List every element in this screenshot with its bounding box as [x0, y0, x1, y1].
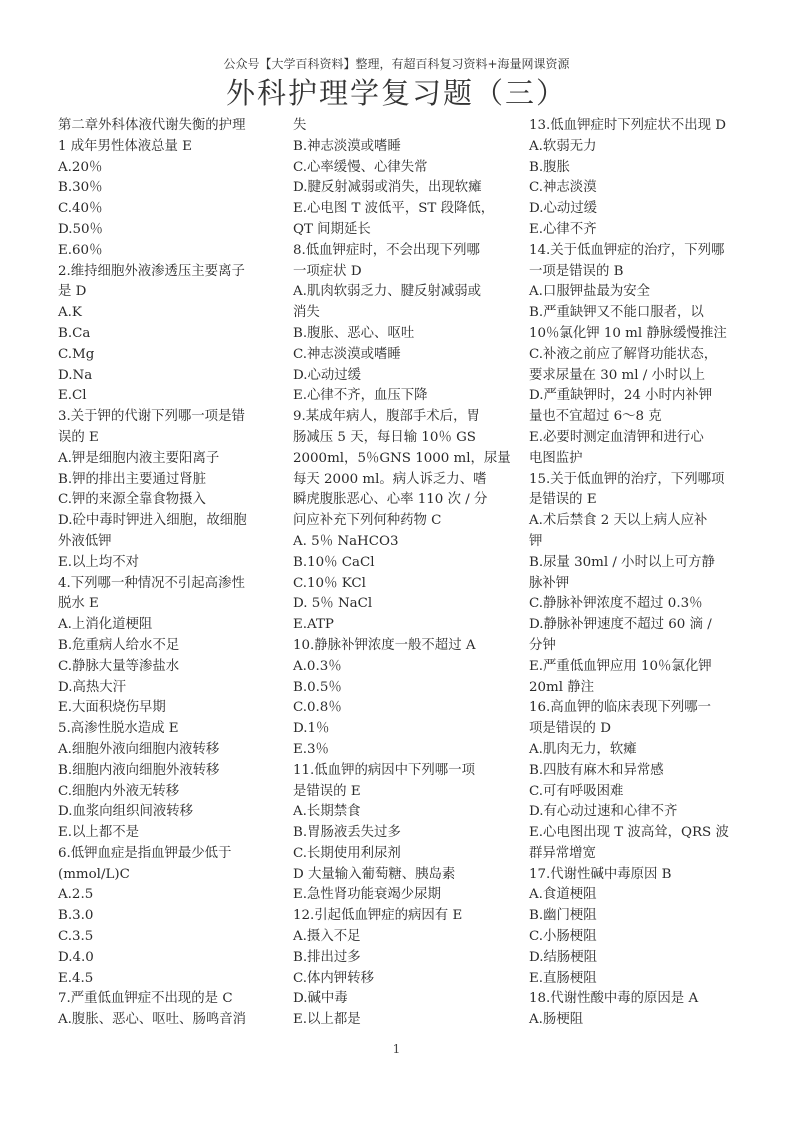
- text-line-content: 17.代谢性碱中毒原因 B: [529, 866, 672, 882]
- text-line: [529, 989, 755, 1010]
- text-line-content: A.2.5: [58, 887, 94, 903]
- text-line: [529, 761, 755, 782]
- text-line: [58, 386, 284, 407]
- text-line-content: D.Na: [58, 367, 93, 383]
- text-line-content: D. 5％ NaCl: [293, 596, 373, 612]
- text-line: [293, 345, 519, 366]
- text-line: [58, 906, 284, 927]
- text-line-content: 一项是错误的 B: [529, 263, 624, 279]
- text-line: [293, 428, 519, 449]
- text-line: [58, 178, 284, 199]
- text-line: [58, 137, 284, 158]
- text-line-content: B.严重缺钾又不能口服者，以: [529, 305, 704, 321]
- text-line: [58, 366, 284, 387]
- text-line: [529, 511, 755, 532]
- text-line: [293, 719, 519, 740]
- text-line-content: 失: [293, 118, 307, 133]
- text-line-content: 10％氯化钾 10 ml 静脉缓慢推注: [529, 325, 727, 341]
- text-line-content: 问应补充下列何种药物 C: [293, 513, 442, 529]
- text-line: [529, 366, 755, 387]
- text-line-content: C.神志淡漠: [529, 180, 597, 196]
- text-line: [293, 948, 519, 969]
- text-line-content: 8.低血钾症时，不会出现下列哪: [293, 242, 480, 258]
- text-line-content: 4.下列哪一种情况不引起高渗性: [58, 575, 245, 591]
- text-line: [529, 324, 755, 345]
- text-line-content: D.砼中毒时钾进入细胞，故细胞: [58, 513, 247, 529]
- text-line: [58, 636, 284, 657]
- text-line-content: E.Cl: [58, 388, 87, 404]
- text-line: [293, 241, 519, 262]
- text-line-content: E.3％: [293, 741, 329, 757]
- text-line: [58, 449, 284, 470]
- text-line-content: E.大面积烧伤早期: [58, 700, 166, 716]
- text-line: [293, 844, 519, 865]
- text-line: [58, 158, 284, 179]
- text-line: [529, 449, 755, 470]
- text-line: [293, 324, 519, 345]
- text-line: [529, 948, 755, 969]
- text-line: [529, 678, 755, 699]
- text-line: [529, 719, 755, 740]
- text-line-content: B.四肢有麻木和异常感: [529, 762, 664, 778]
- text-line-content: 误的 E: [58, 429, 99, 445]
- watermark-header: 公众号【大学百科资料】整理，有超百科复习资料+海量网课资源: [223, 57, 570, 71]
- text-line: [58, 428, 284, 449]
- text-line: [58, 865, 284, 886]
- text-line-content: 脱水 E: [58, 596, 99, 612]
- page-title: 外科护理学复习题（三）: [225, 76, 567, 110]
- text-line: [58, 719, 284, 740]
- text-line-content: D.心动过缓: [529, 201, 598, 217]
- text-line-content: E.以上均不对: [58, 554, 139, 570]
- text-line-content: A.0.3％: [293, 658, 342, 674]
- text-line-content: C.静脉补钾浓度不超过 0.3％: [529, 596, 703, 612]
- text-line: [293, 740, 519, 761]
- text-line: [529, 698, 755, 719]
- text-line: [293, 989, 519, 1010]
- text-line: [529, 802, 755, 823]
- text-line: [529, 885, 755, 906]
- text-line: [529, 282, 755, 303]
- text-line-content: A.肌肉软弱乏力、腱反射减弱或: [293, 284, 482, 300]
- text-line-content: C.0.8％: [293, 700, 342, 716]
- text-line-content: E.ATP: [293, 617, 334, 633]
- text-line: [58, 303, 284, 324]
- text-line-content: 量也不宜超过 6～8 克: [529, 409, 662, 425]
- text-line: [58, 657, 284, 678]
- text-line: [529, 574, 755, 595]
- text-line-content: A.腹胀、恶心、呕吐、肠鸣音消: [58, 1012, 247, 1028]
- text-line-content: C.3.5: [58, 929, 94, 945]
- text-line: [293, 698, 519, 719]
- text-line: [293, 532, 519, 553]
- text-line: [529, 137, 755, 158]
- text-line: [293, 574, 519, 595]
- text-line: [58, 989, 284, 1010]
- text-line: [58, 761, 284, 782]
- text-line-content: 18.代谢性酸中毒的原因是 A: [529, 991, 699, 1007]
- text-line: [58, 678, 284, 699]
- text-line-content: B.胃肠液丢失过多: [293, 825, 401, 841]
- text-line: [58, 553, 284, 574]
- text-line-content: E.严重低血钾应用 10％氯化钾: [529, 658, 712, 674]
- text-line: [293, 802, 519, 823]
- text-line-content: C.10％ KCl: [293, 575, 366, 591]
- text-line-content: C.心率缓慢、心律失常: [293, 159, 428, 175]
- text-line: [293, 782, 519, 803]
- text-line-content: C.神志淡漠或嗜睡: [293, 346, 401, 362]
- text-line: [529, 615, 755, 636]
- text-line-content: D.心动过缓: [293, 367, 362, 383]
- text-line: [529, 428, 755, 449]
- text-line: [58, 262, 284, 283]
- text-line: [58, 116, 284, 137]
- text-line: [293, 885, 519, 906]
- text-line-content: C.Mg: [58, 346, 95, 362]
- text-line: [58, 199, 284, 220]
- text-line: [529, 178, 755, 199]
- text-line: [293, 199, 519, 220]
- text-line-content: 2.维持细胞外液渗透压主要离子: [58, 263, 245, 279]
- text-line-content: 6.低钾血症是指血钾最少低于: [58, 845, 232, 861]
- text-line-content: B.幽门梗阻: [529, 908, 597, 924]
- text-line-content: D.血浆向组织间液转移: [58, 804, 194, 820]
- text-line: [293, 761, 519, 782]
- text-line-content: A.肌肉无力，软瘫: [529, 741, 637, 757]
- text-line-content: 外液低钾: [58, 533, 112, 549]
- text-line-content: E.60％: [58, 242, 103, 258]
- text-line: [293, 906, 519, 927]
- text-line: [58, 740, 284, 761]
- text-line: [529, 740, 755, 761]
- text-line: [529, 116, 755, 137]
- text-line-content: A.术后禁食 2 天以上病人应补: [529, 513, 708, 529]
- text-line-content: E.以上都不是: [58, 825, 139, 841]
- text-line: [58, 407, 284, 428]
- text-line: [58, 241, 284, 262]
- text-line: [58, 490, 284, 511]
- text-line-content: 10.静脉补钾浓度一般不超过 A: [293, 637, 476, 653]
- text-line: [529, 594, 755, 615]
- text-line-content: B.腹胀: [529, 159, 570, 175]
- text-line-content: 钾: [529, 533, 543, 549]
- text-line-content: 每天 2000 ml。病人诉乏力、嗜: [293, 471, 487, 487]
- text-line-content: A.钾是细胞内液主要阳离子: [58, 450, 220, 466]
- text-line-content: C.补液之前应了解肾功能状态，: [529, 346, 718, 362]
- text-line: [529, 969, 755, 990]
- text-line-content: B.10％ CaCl: [293, 554, 375, 570]
- text-line: [293, 594, 519, 615]
- text-line: [293, 220, 519, 241]
- text-line-content: D.50％: [58, 221, 103, 237]
- text-line-content: A.摄入不足: [293, 929, 361, 945]
- text-line: [529, 490, 755, 511]
- text-line: [529, 158, 755, 179]
- text-line: [293, 657, 519, 678]
- text-line-content: 是错误的 E: [529, 492, 597, 508]
- text-line: [293, 490, 519, 511]
- text-line-content: A.食道梗阻: [529, 887, 597, 903]
- text-line: [293, 116, 519, 137]
- text-line-content: A.长期禁食: [293, 804, 361, 820]
- text-line-content: D.1％: [293, 721, 330, 737]
- text-line: [529, 865, 755, 886]
- text-line-content: B.神志淡漠或嗜睡: [293, 138, 401, 154]
- text-line: [58, 698, 284, 719]
- text-line: [529, 636, 755, 657]
- text-line: [293, 823, 519, 844]
- text-line: [529, 407, 755, 428]
- text-line: [293, 137, 519, 158]
- text-line-content: 消失: [293, 305, 320, 321]
- text-line-content: 20ml 静注: [529, 679, 595, 695]
- text-line-content: E.直肠梗阻: [529, 970, 597, 986]
- text-line-content: 11.低血钾的病因中下列哪一项: [293, 762, 475, 778]
- text-line-content: C.静脉大量等渗盐水: [58, 658, 180, 674]
- text-line: [529, 241, 755, 262]
- text-line-content: 3.关于钾的代谢下列哪一项是错: [58, 409, 245, 425]
- text-line-content: 分钟: [529, 637, 556, 653]
- text-line-content: 15.关于低血钾的治疗，下列哪项: [529, 471, 725, 487]
- text-line: [58, 345, 284, 366]
- text-line: [58, 969, 284, 990]
- page-number: 1: [392, 1042, 401, 1056]
- text-line-content: E.心电图 T 波低平，ST 段降低，: [293, 201, 495, 217]
- text-line: [293, 553, 519, 574]
- text-line-content: A. 5％ NaHCO3: [293, 533, 399, 549]
- text-line-content: C.细胞内外液无转移: [58, 783, 180, 799]
- text-line-content: D.结肠梗阻: [529, 949, 598, 965]
- text-line: [58, 885, 284, 906]
- text-line-content: D.腱反射减弱或消失，出现软瘫: [293, 180, 482, 196]
- text-line: [58, 615, 284, 636]
- text-line-content: B.危重病人给水不足: [58, 637, 180, 653]
- text-line-content: 群异常增宽: [529, 845, 596, 861]
- text-line: [58, 823, 284, 844]
- text-line-content: D.静脉补钾速度不超过 60 滴 /: [529, 617, 712, 633]
- text-column-2: [293, 116, 519, 1031]
- text-line-content: B.细胞内液向细胞外液转移: [58, 762, 220, 778]
- text-line: [58, 782, 284, 803]
- text-line-content: A.软弱无力: [529, 138, 597, 154]
- text-line: [58, 927, 284, 948]
- text-line-content: E.必要时测定血清钾和进行心: [529, 429, 704, 445]
- text-column-3: [529, 116, 755, 1031]
- text-line-content: 肠减压 5 天，每日输 10％ GS: [293, 429, 476, 445]
- text-line-content: A.K: [58, 305, 82, 321]
- text-line: [293, 407, 519, 428]
- text-line: [58, 802, 284, 823]
- text-line: [58, 948, 284, 969]
- text-line-content: 2000ml，5％GNS 1000 ml，尿量: [293, 450, 511, 466]
- text-line: [58, 574, 284, 595]
- text-line-content: 脉补钾: [529, 575, 570, 591]
- text-line-content: 是错误的 E: [293, 783, 361, 799]
- text-line: [58, 844, 284, 865]
- text-line: [58, 594, 284, 615]
- text-line-content: D.4.0: [58, 949, 94, 965]
- text-line-content: A.口服钾盐最为安全: [529, 284, 651, 300]
- text-line-content: 16.高血钾的临床表现下列哪一: [529, 700, 711, 716]
- text-line: [293, 470, 519, 491]
- text-line-content: QT 间期延长: [293, 221, 371, 237]
- text-line-content: B.尿量 30ml / 小时以上可方静: [529, 554, 715, 570]
- text-line: [293, 262, 519, 283]
- text-line: [293, 303, 519, 324]
- text-line-content: C.钾的来源全靠食物摄入: [58, 492, 206, 508]
- text-line-content: 5.高渗性脱水造成 E: [58, 721, 179, 737]
- text-line-content: B.排出过多: [293, 949, 361, 965]
- text-line: [293, 282, 519, 303]
- text-line: [293, 158, 519, 179]
- text-line: [529, 386, 755, 407]
- text-line-content: B.0.5％: [293, 679, 342, 695]
- text-line: [293, 366, 519, 387]
- text-line-content: A.细胞外液向细胞内液转移: [58, 741, 220, 757]
- text-line-content: B.钾的排出主要通过肾脏: [58, 471, 207, 487]
- text-line: [293, 1010, 519, 1031]
- text-line: [293, 178, 519, 199]
- text-line-content: E.心律不齐，血压下降: [293, 388, 428, 404]
- text-line: [293, 865, 519, 886]
- text-line: [529, 470, 755, 491]
- text-line-content: D.高热大汗: [58, 679, 127, 695]
- text-line-content: C.长期使用利尿剂: [293, 845, 401, 861]
- text-line: [293, 927, 519, 948]
- text-line: [293, 969, 519, 990]
- text-line: [529, 927, 755, 948]
- text-line-content: 13.低血钾症时下列症状不出现 D: [529, 118, 726, 133]
- text-line-content: E.心电图出现 T 波高耸，QRS 波: [529, 825, 729, 841]
- text-line-content: E.4.5: [58, 970, 94, 986]
- text-line-content: C.体内钾转移: [293, 970, 374, 986]
- text-line-content: 电图监护: [529, 450, 583, 466]
- text-line-content: D.严重缺钾时，24 小时内补钾: [529, 388, 713, 404]
- text-line-content: 14.关于低血钾症的治疗，下列哪: [529, 242, 725, 258]
- text-line: [529, 657, 755, 678]
- text-line: [529, 345, 755, 366]
- text-line-content: E.以上都是: [293, 1012, 361, 1028]
- text-line-content: B.Ca: [58, 325, 91, 341]
- text-line: [529, 262, 755, 283]
- text-line-content: 12.引起低血钾症的病因有 E: [293, 908, 463, 924]
- text-line-content: E.心律不齐: [529, 221, 597, 237]
- text-line-content: 1 成年男性体液总量 E: [58, 138, 192, 154]
- text-line-content: A.上消化道梗阻: [58, 617, 153, 633]
- text-line: [293, 449, 519, 470]
- text-line-content: B.30％: [58, 180, 103, 196]
- text-line: [529, 199, 755, 220]
- text-line-content: 瞬虎腹胀恶心、心率 110 次 / 分: [293, 492, 488, 508]
- text-line: [293, 678, 519, 699]
- text-line-content: 项是错误的 D: [529, 721, 611, 737]
- text-line: [293, 615, 519, 636]
- text-line-content: A.肠梗阻: [529, 1012, 584, 1028]
- text-line: [529, 906, 755, 927]
- text-line: [58, 532, 284, 553]
- text-line-content: C.小肠梗阻: [529, 929, 597, 945]
- text-line-content: 9.某成年病人，腹部手术后，胃: [293, 409, 480, 425]
- text-line-content: 一项症状 D: [293, 263, 362, 279]
- text-line-content: E.急性肾功能衰竭少尿期: [293, 887, 441, 903]
- text-line: [529, 782, 755, 803]
- text-line: [529, 823, 755, 844]
- text-line: [529, 532, 755, 553]
- text-line: [529, 1010, 755, 1031]
- text-column-1: [58, 116, 284, 1031]
- text-line: [58, 470, 284, 491]
- text-line: [529, 303, 755, 324]
- text-line-content: D.碱中毒: [293, 991, 348, 1007]
- text-line: [293, 386, 519, 407]
- text-line-content: A.20％: [58, 159, 103, 175]
- text-line-content: 7.严重低血钾症不出现的是 C: [58, 991, 233, 1007]
- text-line: [58, 220, 284, 241]
- text-line: [529, 844, 755, 865]
- text-line-content: 是 D: [58, 284, 87, 300]
- text-line: [529, 220, 755, 241]
- text-line: [58, 324, 284, 345]
- text-line-content: (mmol/L)C: [58, 866, 130, 882]
- text-line-content: B.3.0: [58, 908, 94, 924]
- text-line: [58, 511, 284, 532]
- text-line-content: D 大量输入葡萄糖、胰岛素: [293, 866, 456, 882]
- text-line-content: 第二章外科体液代谢失衡的护理: [58, 118, 246, 133]
- text-line: [529, 553, 755, 574]
- text-line: [293, 511, 519, 532]
- text-line-content: 要求尿量在 30 ml / 小时以上: [529, 367, 706, 383]
- text-line-content: B.腹胀、恶心、呕吐: [293, 325, 415, 341]
- text-line-content: D.有心动过速和心律不齐: [529, 804, 678, 820]
- text-line: [58, 1010, 284, 1031]
- text-line: [293, 636, 519, 657]
- text-line: [58, 282, 284, 303]
- text-line-content: C.可有呼吸困难: [529, 783, 624, 799]
- text-line-content: C.40％: [58, 201, 103, 217]
